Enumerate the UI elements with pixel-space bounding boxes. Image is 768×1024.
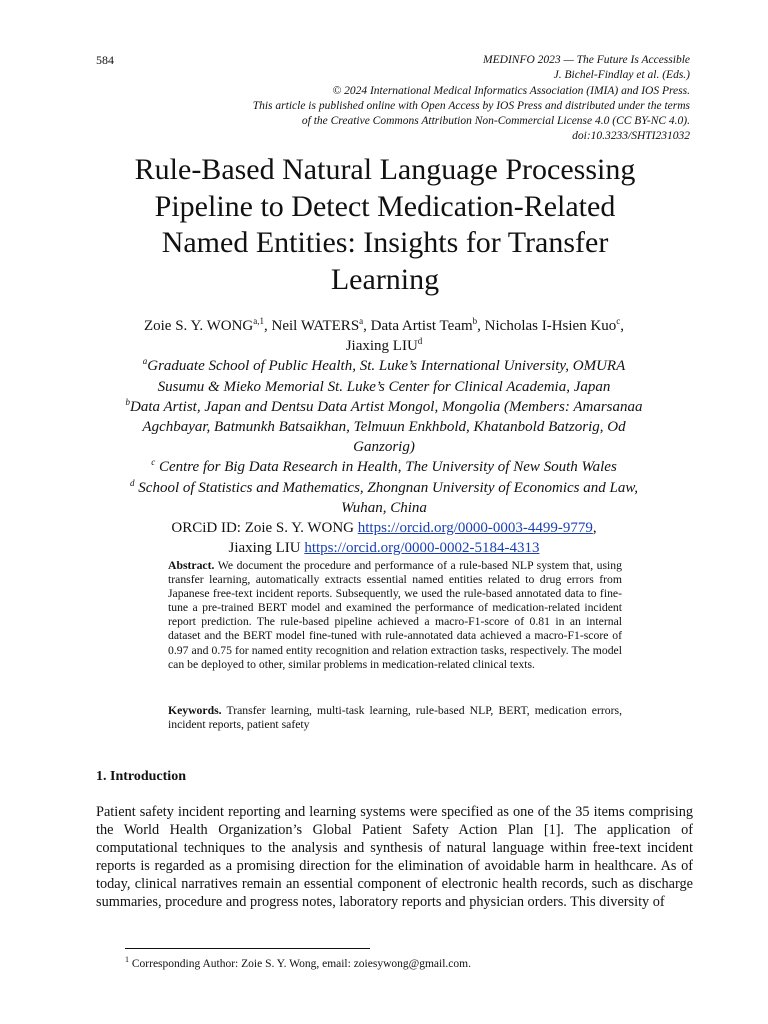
author-separator: , — [620, 318, 625, 334]
affiliation-mark: a — [142, 356, 148, 367]
author-affiliation-mark: a,1 — [253, 316, 265, 326]
affiliation-mark: d — [130, 477, 135, 488]
affiliation-line: Agchbayar, Batmunkh Batsaikhan, Telmuun Enkhbold, Khatanbold Batzorig, Od — [142, 419, 626, 436]
affiliation-text: Graduate School of Public Health, St. Luke’s International University, OMURA — [147, 358, 626, 375]
affiliation-line — [80, 457, 688, 477]
author-list — [80, 316, 688, 336]
affiliation-line — [80, 397, 688, 417]
title-line: Rule-Based Natural Language Processing — [134, 153, 636, 186]
author-name: Zoie S. Y. WONG — [143, 318, 254, 334]
author-list — [80, 336, 688, 356]
header-line: This article is published online with Open Access by IOS Press and distributed under the terms — [252, 99, 690, 112]
affiliation-mark: b — [125, 396, 130, 407]
header-line: of the Creative Commons Attribution Non-Commercial License 4.0 (CC BY-NC 4.0). — [301, 115, 690, 128]
section-heading: 1. Introduction — [96, 769, 186, 784]
orcid-line — [80, 538, 688, 558]
author-affiliation-mark: a — [359, 316, 364, 326]
author-affiliation-mark: d — [417, 336, 423, 347]
affiliation-mark: c — [151, 457, 156, 468]
header-line: © 2024 International Medical Informatics Association (IMIA) and IOS Press. — [332, 84, 690, 97]
affiliation-line: Susumu & Mieko Memorial St. Luke’s Center for Clinical Academia, Japan — [157, 378, 611, 395]
footnote-text: Corresponding Author: Zoie S. Y. Wong, email: zoiesywong@gmail.com. — [129, 958, 471, 970]
orcid-link-wong[interactable]: https://orcid.org/0000-0003-4499-9779 — [357, 520, 593, 537]
keywords — [168, 704, 622, 732]
author-name: , Neil WATERS — [264, 318, 360, 334]
author-name: , Data Artist Team — [363, 318, 473, 334]
footnote-mark: 1 — [125, 955, 129, 964]
author-name: , Nicholas I-Hsien Kuo — [477, 318, 617, 334]
affiliation-b — [80, 397, 688, 458]
keywords-label: Keywords. — [168, 704, 222, 717]
title-line: Learning — [330, 262, 440, 296]
abstract-label: Abstract. — [168, 559, 215, 572]
author-affiliation-mark: c — [616, 316, 621, 326]
orcid-line — [80, 518, 688, 538]
orcid-link-liu[interactable]: https://orcid.org/0000-0002-5184-4313 — [304, 540, 540, 557]
affiliation-c — [80, 457, 688, 477]
abstract — [168, 559, 622, 672]
affiliation-text: School of Statistics and Mathematics, Zhongnan University of Economics and Law, — [138, 479, 638, 496]
header-line: J. Bichel-Findlay et al. (Eds.) — [553, 69, 690, 82]
title-line: Pipeline to Detect Medication-Related — [154, 189, 616, 223]
header-doi: doi:10.3233/SHTI231032 — [572, 130, 690, 143]
journal-header — [253, 53, 690, 145]
section-body: Patient safety incident reporting and learning systems were specified as one of the 35 items comprising the World Health Organization’s Global Patient Safety Action Plan [1]. The application of computational techniques to the analysis and synthesis of natural language within free-text incident reports is regarded as a promising direction for the elimination of avoidable harm in healthcare. As of today, clinical narratives remain an essential component of electronic health records, such as discharge summaries, procedure and progress notes, laboratory reports and physician orders. This diversity of — [96, 804, 693, 911]
author-block — [80, 316, 688, 558]
orcid-label: ORCiD ID: Zoie S. Y. WONG — [171, 520, 358, 537]
affiliation-line — [80, 478, 688, 498]
affiliation-text: Centre for Big Data Research in Health, The University of New South Wales — [158, 459, 617, 476]
keywords-text: Transfer learning, multi-task learning, rule-based NLP, BERT, medication errors, incident reports, patient safety — [168, 704, 622, 732]
author-affiliation-mark: b — [472, 316, 478, 326]
abstract-text: We document the procedure and performance of a rule-based NLP system that, using transfer learning, automatically extracts essential named entities related to drug errors from Japanese free-text incident reports. Subsequently, we used the rule-based annotated data to fine-tune a pre-trained BERT model and examined the performance of medication-related incident report prediction. The rule-based pipeline achieved a macro-F1-score of 0.81 in an internal dataset and the BERT model fine-tuned with rule-annotated data achieved a macro-F1-score of 0.97 and 0.75 for named entity recognition and relation extraction tasks, respectively. The model can be deployed to other, similar problems in medication-related clinical texts. — [168, 559, 622, 671]
affiliation-a — [80, 356, 688, 396]
author-name: Jiaxing LIU — [345, 338, 418, 355]
paper-title — [80, 152, 690, 298]
header-line: MEDINFO 2023 — The Future Is Accessible — [483, 54, 690, 66]
affiliation-line: Ganzorig) — [353, 439, 415, 456]
affiliation-d — [80, 478, 688, 518]
footnote-divider — [125, 948, 370, 949]
orcid-separator: , — [592, 520, 597, 537]
affiliation-line: Wuhan, China — [341, 499, 427, 516]
affiliation-text: Data Artist, Japan and Dentsu Data Artist Mongol, Mongolia (Members: Amarsanaa — [130, 398, 643, 415]
page-number: 584 — [96, 53, 114, 67]
title-line: Named Entities: Insights for Transfer — [161, 226, 609, 259]
affiliation-line — [80, 356, 688, 376]
footnote — [125, 955, 471, 970]
orcid-label: Jiaxing LIU — [228, 540, 305, 557]
